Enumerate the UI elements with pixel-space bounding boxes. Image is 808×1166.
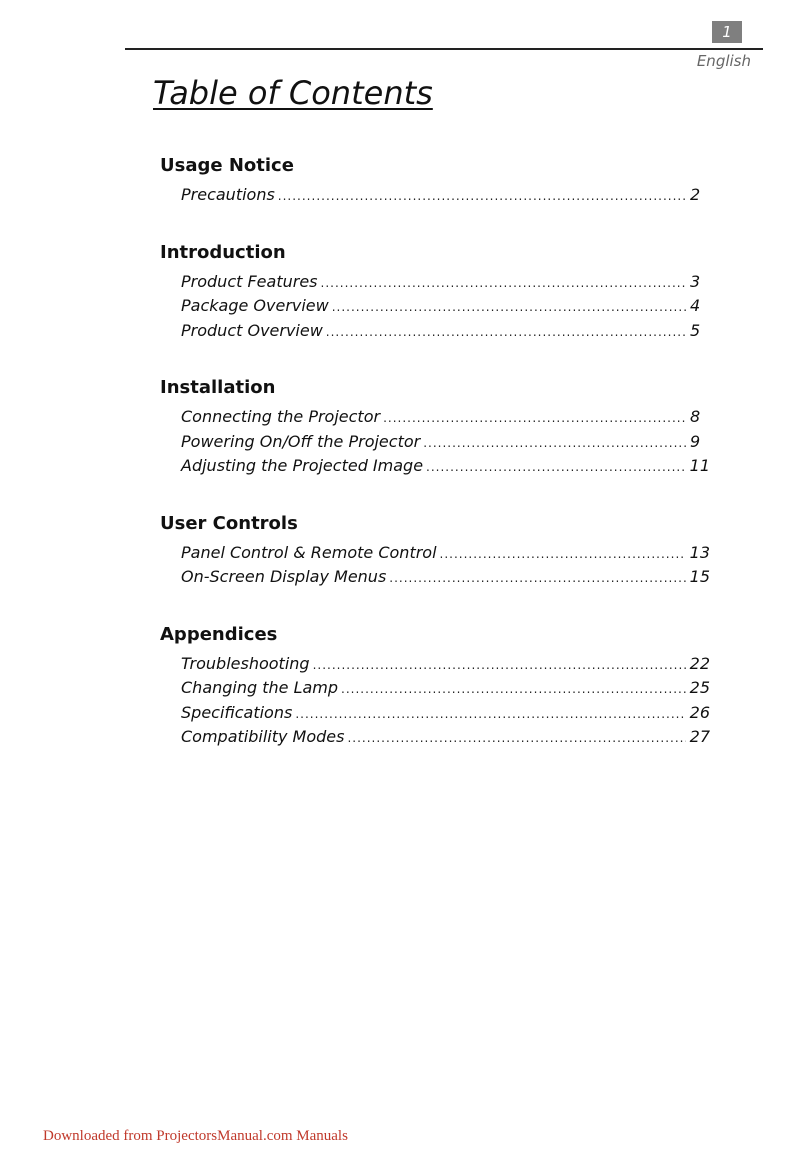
toc-entry[interactable] <box>181 321 710 346</box>
toc-entry[interactable] <box>181 654 710 679</box>
entry-title: Product Overview <box>181 320 323 340</box>
entry-page-number: 8 <box>690 407 701 426</box>
toc-entry[interactable] <box>181 407 710 432</box>
entry-page-number: 4 <box>690 296 701 315</box>
toc-section-appendices <box>160 622 710 752</box>
download-source-link[interactable]: Downloaded from ProjectorsManual.com Manuals <box>43 1128 348 1144</box>
dot-leader <box>440 547 686 561</box>
entry-page-number: 5 <box>690 320 701 340</box>
section-heading: Installation <box>160 377 276 398</box>
toc-entry[interactable] <box>181 272 710 297</box>
page-title: Table of Contents <box>153 74 433 112</box>
dot-leader <box>278 189 686 203</box>
dot-leader <box>332 300 686 314</box>
toc-entry[interactable] <box>181 567 710 592</box>
entry-title: Troubleshooting <box>181 653 310 673</box>
entry-title: On-Screen Display Menus <box>181 567 387 586</box>
entry-page-number: 27 <box>689 727 710 746</box>
toc-entry[interactable] <box>181 185 710 210</box>
page-number-badge: 1 <box>712 21 742 43</box>
section-heading: Usage Notice <box>160 155 294 176</box>
toc-entry[interactable] <box>181 727 710 752</box>
entry-title: Package Overview <box>181 296 329 315</box>
section-heading: User Controls <box>160 512 298 534</box>
dot-leader <box>423 436 686 450</box>
entry-page-number: 9 <box>690 431 701 451</box>
language-label: English <box>696 52 751 70</box>
entry-page-number: 3 <box>690 271 701 291</box>
toc-section-user-controls <box>160 511 710 592</box>
dot-leader <box>383 411 686 425</box>
section-heading: Introduction <box>160 241 286 263</box>
table-of-contents <box>160 153 710 782</box>
toc-entry[interactable] <box>181 456 710 481</box>
toc-entry[interactable] <box>181 432 710 457</box>
entry-page-number: 2 <box>690 185 701 204</box>
entry-title: Panel Control & Remote Control <box>181 542 437 562</box>
toc-entry[interactable] <box>181 703 710 728</box>
entry-title: Powering On/Off the Projector <box>181 431 421 451</box>
entry-page-number: 26 <box>689 702 710 722</box>
toc-entry[interactable] <box>181 296 710 321</box>
dot-leader <box>295 707 685 721</box>
entry-page-number: 25 <box>689 678 710 697</box>
section-heading: Appendices <box>160 623 278 645</box>
entry-title: Specifications <box>181 702 293 722</box>
entry-page-number: 15 <box>689 567 710 586</box>
entry-title: Connecting the Projector <box>181 407 381 426</box>
entry-title: Product Features <box>181 271 318 291</box>
entry-page-number: 13 <box>689 542 710 562</box>
toc-entry[interactable] <box>181 678 710 703</box>
entry-page-number: 22 <box>689 653 710 673</box>
entry-page-number: 11 <box>689 456 710 475</box>
entry-title: Adjusting the Projected Image <box>181 456 424 475</box>
dot-leader <box>347 731 685 745</box>
dot-leader <box>389 571 685 585</box>
dot-leader <box>326 325 686 339</box>
dot-leader <box>313 658 686 672</box>
entry-title: Precautions <box>181 185 275 204</box>
toc-section-installation <box>160 375 710 481</box>
dot-leader <box>426 460 686 474</box>
dot-leader <box>321 276 687 290</box>
entry-title: Compatibility Modes <box>181 727 345 746</box>
toc-section-usage-notice <box>160 153 710 210</box>
toc-entry[interactable] <box>181 543 710 568</box>
dot-leader <box>341 682 686 696</box>
toc-section-introduction <box>160 240 710 346</box>
entry-title: Changing the Lamp <box>181 678 339 697</box>
header-rule <box>125 48 763 50</box>
